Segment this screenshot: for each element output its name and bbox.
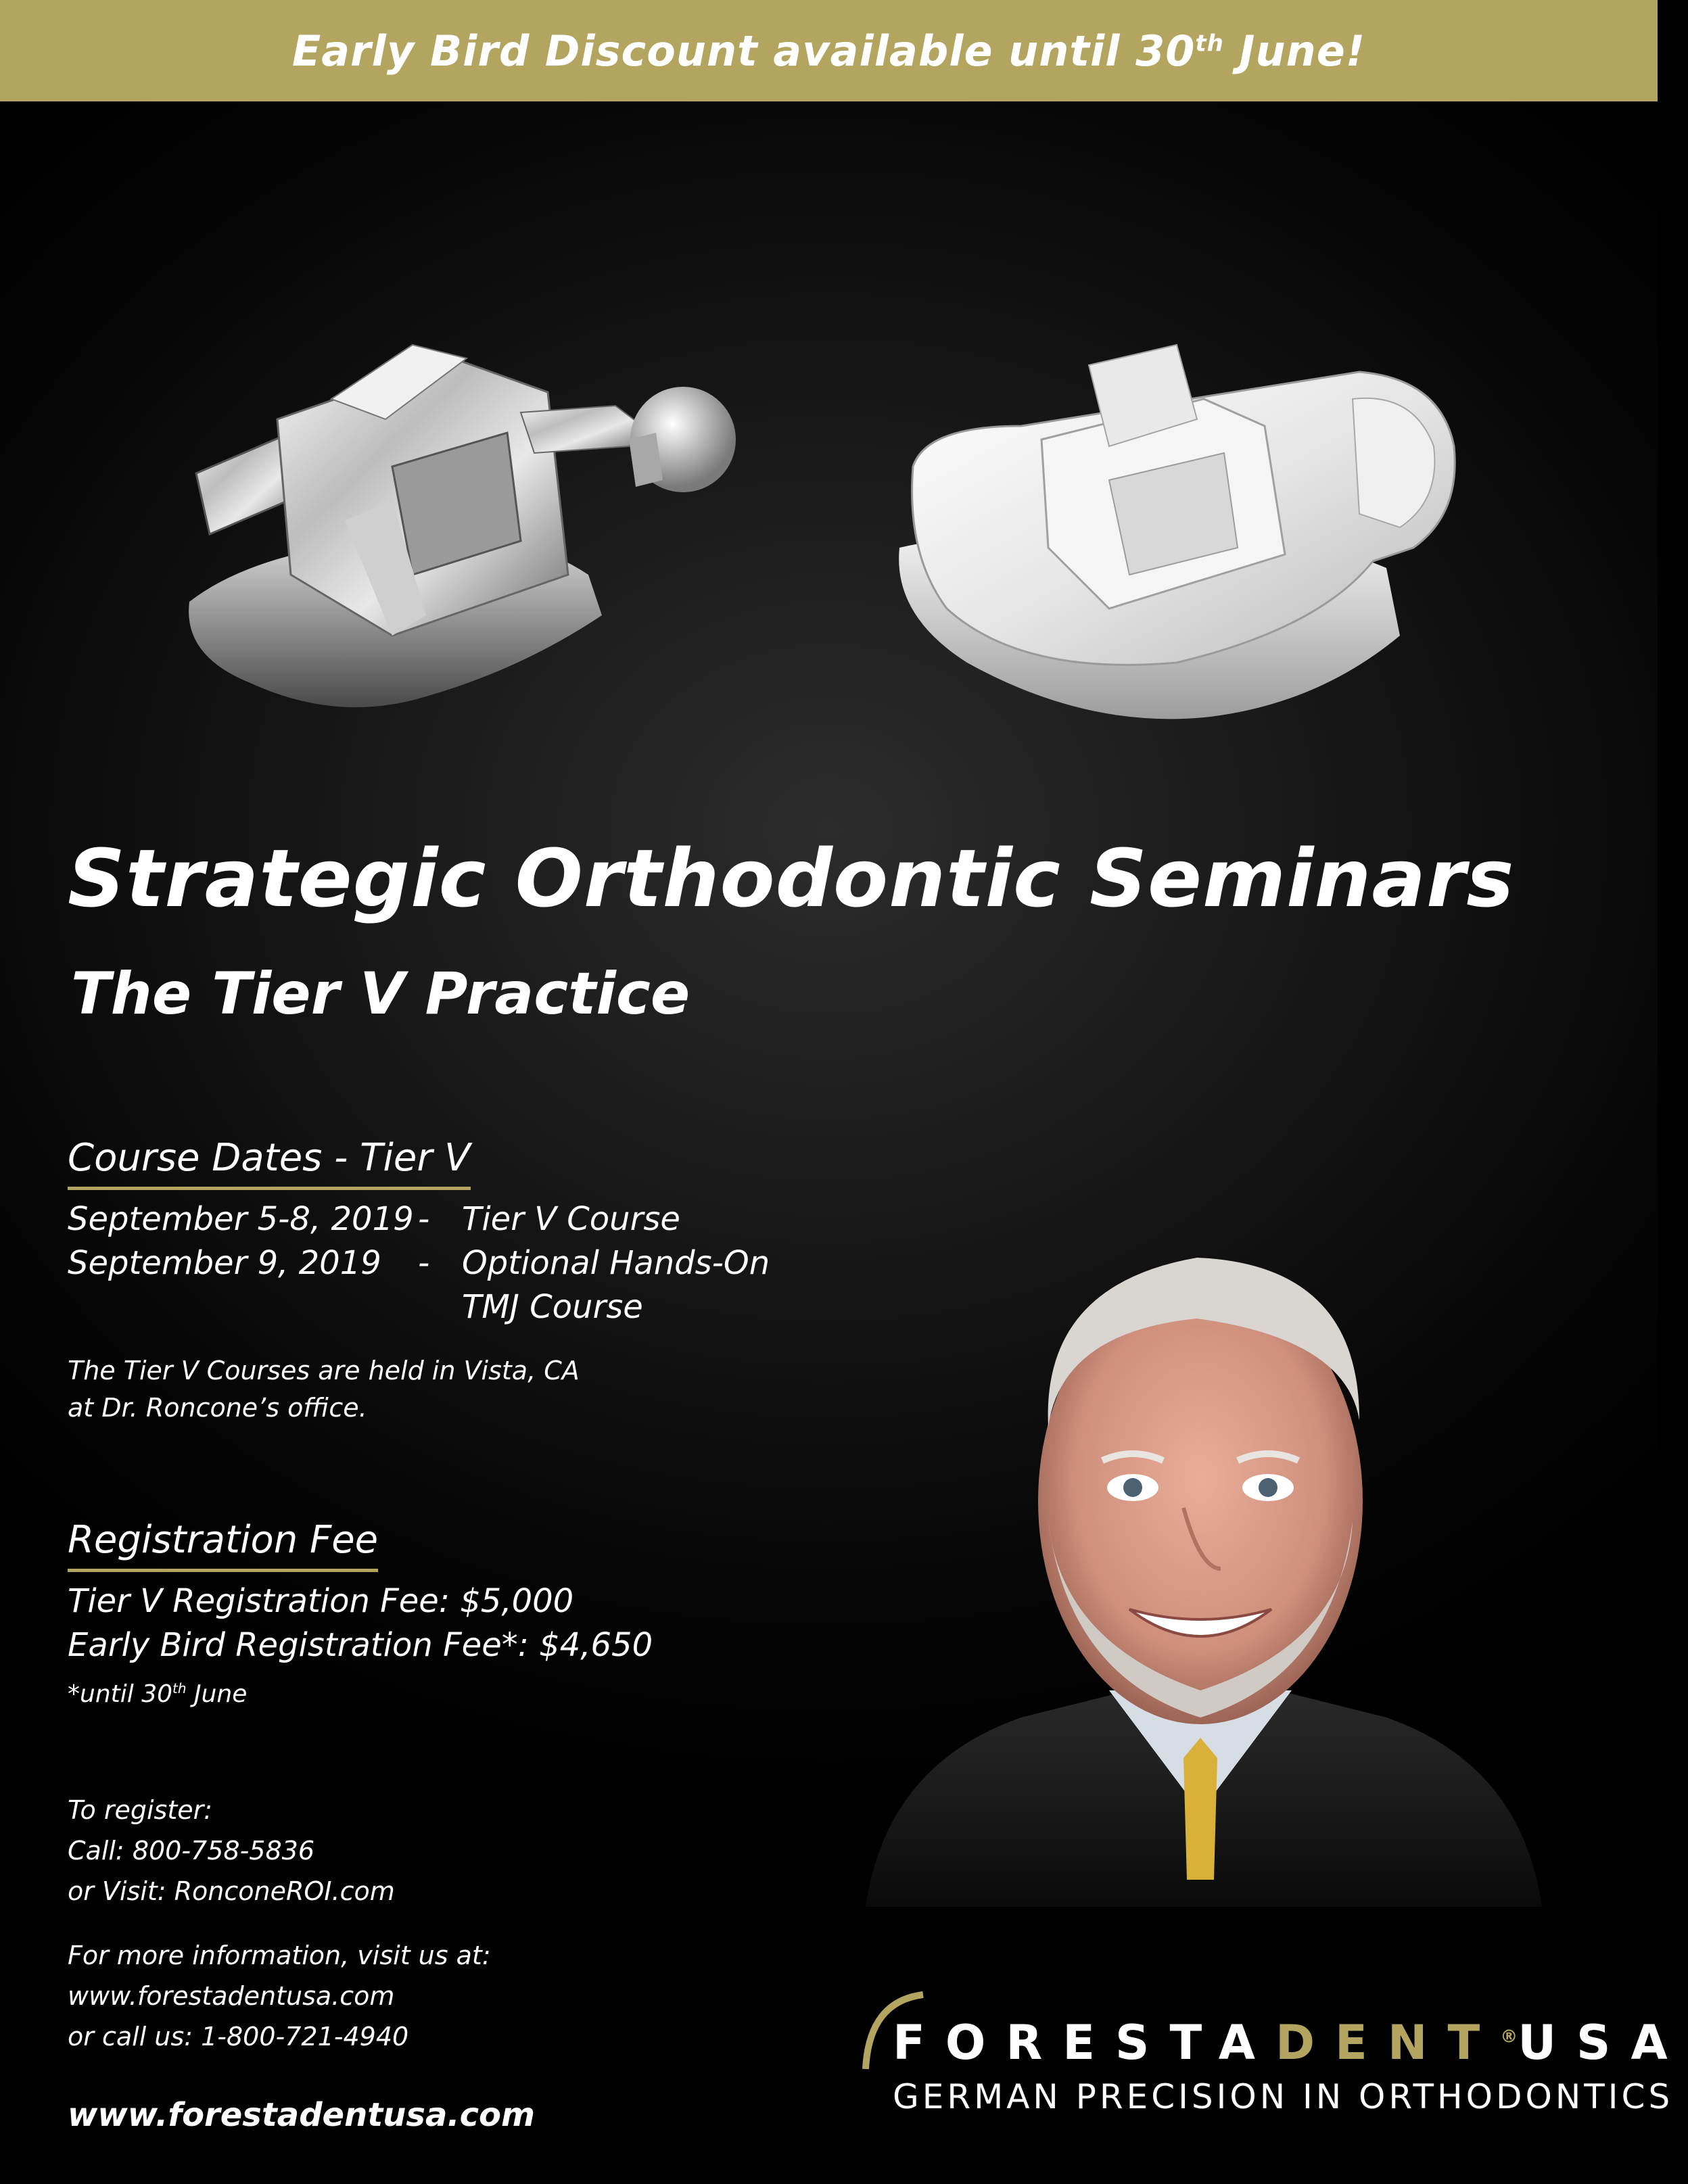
- metal-bracket-image: [169, 318, 764, 751]
- register-phone-line[interactable]: Call: 800-758-5836: [68, 1836, 315, 1866]
- more-info-website-link[interactable]: www.forestadentusa.com: [68, 1981, 395, 2011]
- course-date: September 9, 2019: [68, 1244, 381, 1282]
- footer-website-link[interactable]: www.forestadentusa.com: [68, 2096, 536, 2134]
- course-description: Optional Hands-On: [462, 1244, 770, 1282]
- early-bird-banner: [0, 0, 1658, 101]
- banner-text: Early Bird Discount available until 30th June!: [291, 26, 1366, 76]
- course-dash: -: [418, 1244, 430, 1282]
- registration-fee-heading: Registration Fee: [68, 1518, 378, 1572]
- course-location-note: at Dr. Roncone’s office.: [68, 1393, 367, 1423]
- seminar-title: Strategic Orthodontic Seminars: [68, 832, 1515, 925]
- registration-fee-line: Tier V Registration Fee: $5,000: [68, 1582, 574, 1620]
- ceramic-bracket-image: [886, 325, 1495, 751]
- seminar-subtitle: The Tier V Practice: [71, 960, 690, 1028]
- course-location-note: The Tier V Courses are held in Vista, CA: [68, 1356, 580, 1385]
- course-date: September 5-8, 2019: [68, 1200, 414, 1238]
- forestadent-logo: FORESTADENT®USA: [893, 2015, 1688, 2070]
- early-bird-footnote: *until 30th June: [68, 1680, 248, 1708]
- course-dash: -: [418, 1200, 430, 1238]
- course-dates-heading: Course Dates - Tier V: [68, 1136, 471, 1190]
- register-website-line[interactable]: or Visit: RonconeROI.com: [68, 1876, 395, 1906]
- logo-tagline: GERMAN PRECISION IN ORTHODONTICS: [893, 2077, 1674, 2116]
- more-info-phone-line[interactable]: or call us: 1-800-721-4940: [68, 2022, 409, 2051]
- registration-fee-line: Early Bird Registration Fee*: $4,650: [68, 1626, 653, 1664]
- course-description: Tier V Course: [462, 1200, 680, 1238]
- presenter-portrait: [845, 1204, 1555, 1907]
- register-info-line: To register:: [68, 1795, 213, 1825]
- course-description: TMJ Course: [462, 1288, 643, 1326]
- more-info-line: For more information, visit us at:: [68, 1941, 491, 1970]
